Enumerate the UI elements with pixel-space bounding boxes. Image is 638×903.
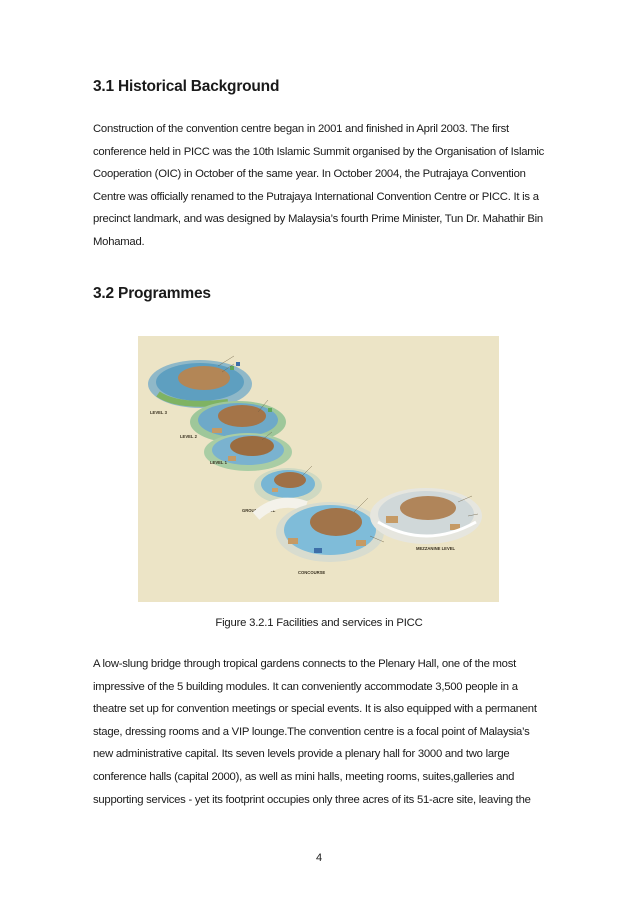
paragraph-line: Mohamad. xyxy=(93,235,145,248)
concourse-label: CONCOURSE xyxy=(298,570,326,575)
paragraph-line: impressive of the 5 building modules. It can conveniently accommodate 3,500 people in a xyxy=(93,680,518,693)
paragraph-line: conference halls (capital 2000), as well as mini halls, meeting rooms, suites,galleries and xyxy=(93,770,515,783)
paragraph-line: Centre was officially renamed to the Putrajaya International Convention Centre or PICC. It is a xyxy=(93,190,539,203)
paragraph-line: Construction of the convention centre began in 2001 and finished in April 2003. The first xyxy=(93,123,509,135)
picc-facilities-figure xyxy=(138,336,499,602)
paragraph-line: stage, dressing rooms and a VIP lounge.The convention centre is a focal point of Malaysia’s xyxy=(93,725,530,738)
level-2-label: LEVEL 2 xyxy=(180,434,197,439)
level-3-label: LEVEL 3 xyxy=(150,410,167,415)
paragraph-line: precinct landmark, and was designed by Malaysia’s fourth Prime Minister, Tun Dr. Mahathir Bin xyxy=(93,213,543,226)
figure-caption: Figure 3.2.1 Facilities and services in PICC xyxy=(215,617,423,629)
section-heading-programmes: 3.2 Programmes xyxy=(93,285,211,302)
picc-levels-illustration xyxy=(138,336,499,602)
section-heading-historical-background: 3.1 Historical Background xyxy=(93,78,280,95)
historical-background-paragraph xyxy=(93,118,553,254)
paragraph-line: new administrative capital. Its seven levels provide a plenary hall for 3000 and two large xyxy=(93,748,510,761)
page-number: 4 xyxy=(315,852,323,864)
paragraph-line: supporting services - yet its footprint occupies only three acres of its 51-acre site, leaving the xyxy=(93,793,531,806)
paragraph-line: A low-slung bridge through tropical gardens connects to the Plenary Hall, one of the most xyxy=(93,658,516,670)
paragraph-line: Cooperation (OIC) in October of the same year. In October 2004, the Putrajaya Convention xyxy=(93,168,526,181)
mezzanine-level-plan xyxy=(370,488,482,551)
paragraph-line: conference held in PICC was the 10th Islamic Summit organised by the Organisation of Islamic xyxy=(93,145,545,158)
paragraph-line: theatre set up for convention meetings or special events. It is also equipped with a permanent xyxy=(93,703,537,716)
mezzanine-level-label: MEZZANINE LEVEL xyxy=(416,546,456,551)
level-1-plan xyxy=(204,433,292,471)
programmes-paragraph xyxy=(93,653,553,811)
level-1-label: LEVEL 1 xyxy=(210,460,227,465)
ground-level-label: GROUND LEVEL xyxy=(242,508,276,513)
